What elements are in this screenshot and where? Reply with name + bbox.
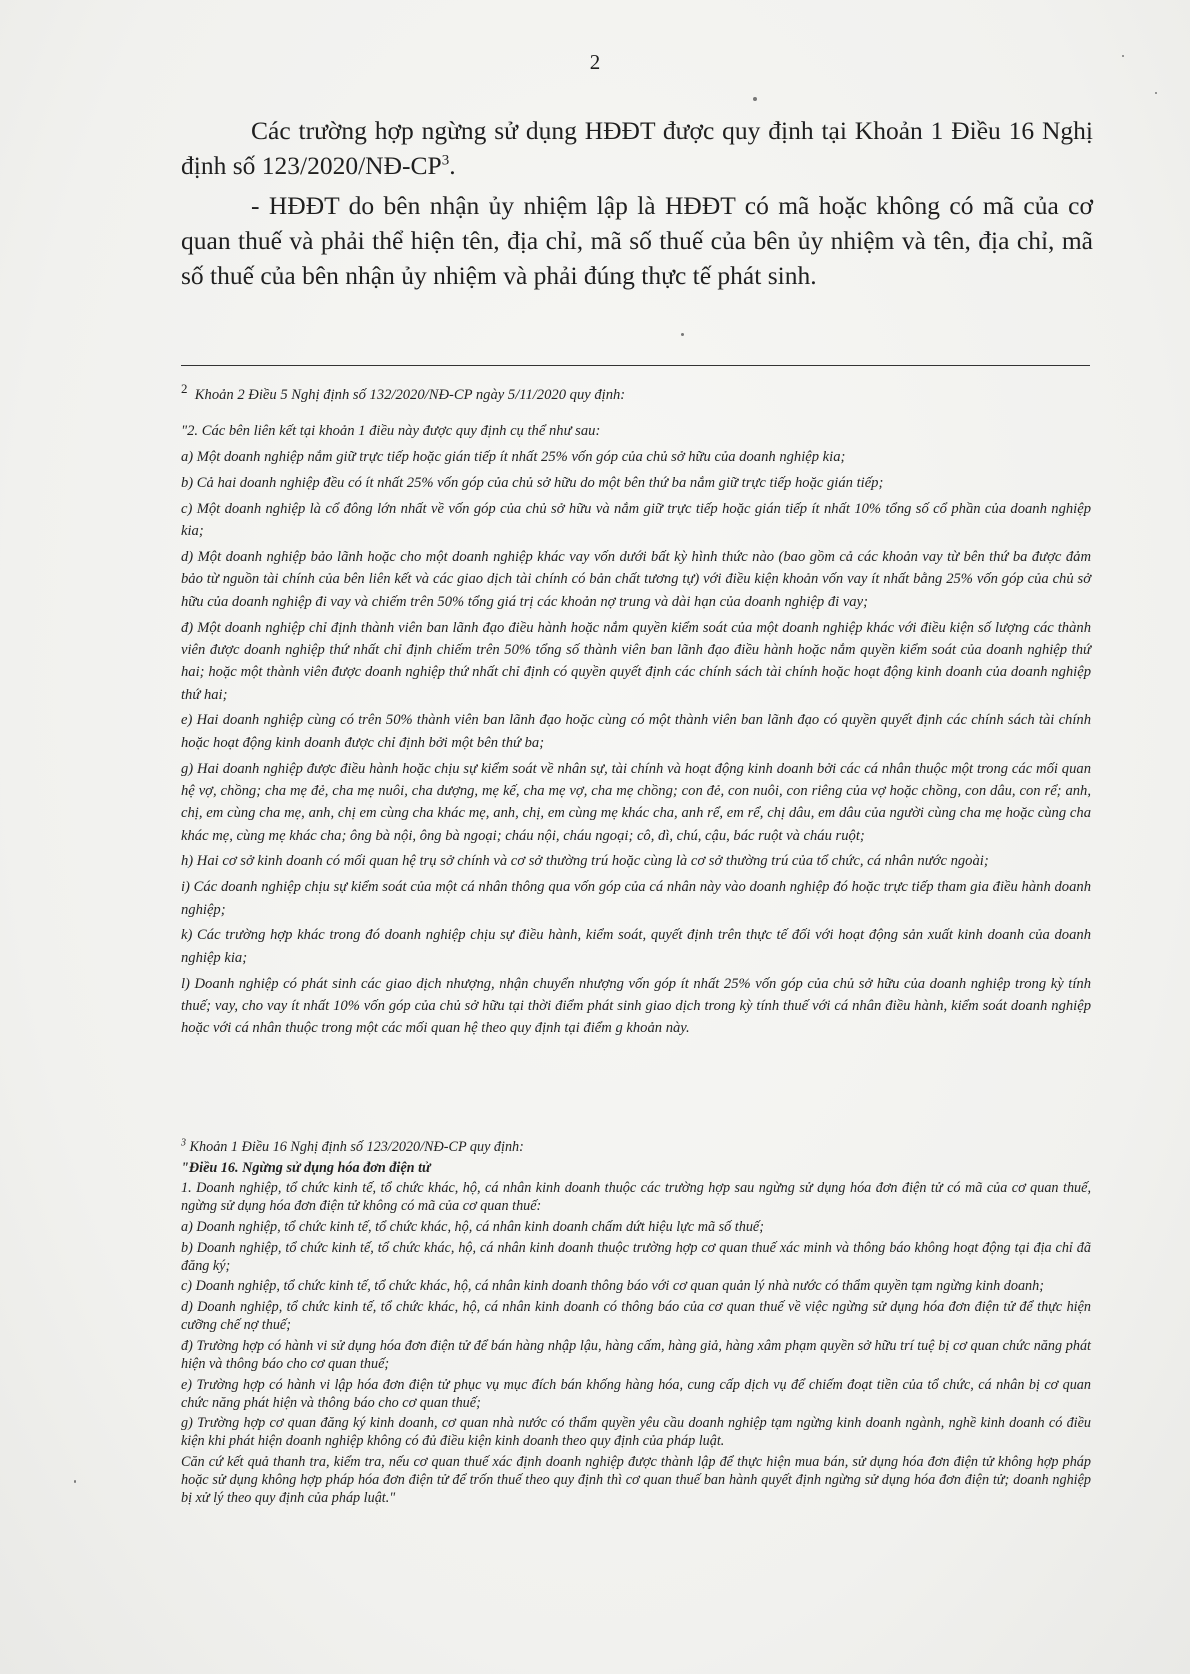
footnote-3-line: a) Doanh nghiệp, tổ chức kinh tế, tổ chức khác, hộ, cá nhân kinh doanh chấm dứt hiệu lực mã số thuế;	[181, 1219, 764, 1236]
footnote-3	[181, 1138, 1091, 1510]
footnote-2-line: k) Các trường hợp khác trong đó doanh nghiệp chịu sự điều hành, kiểm soát, quyết định trên thực tế đối với hoạt động sản xuất kinh doanh của doanh nghiệp kia;	[181, 927, 1091, 966]
footnote-3-line: c) Doanh nghiệp, tổ chức kinh tế, tổ chức khác, hộ, cá nhân kinh doanh thông báo với cơ quan quản lý nhà nước có thẩm quyền tạm ngừng kinh doanh;	[181, 1278, 1044, 1295]
scan-speck	[753, 97, 757, 101]
footnote-3-line: 1. Doanh nghiệp, tổ chức kinh tế, tổ chức khác, hộ, cá nhân kinh doanh thuộc các trường hợp sau ngừng sử dụng hóa đơn điện tử có mã của cơ quan thuế, ngừng sử dụng hóa đơn điện tử không có mã của cơ quan thuế:	[181, 1180, 1091, 1215]
footnote-3-line: e) Trường hợp có hành vi lập hóa đơn điện tử phục vụ mục đích bán khống hàng hóa, cung cấp dịch vụ để chiếm đoạt tiền của tổ chức, cá nhân bị cơ quan chức năng phát hiện và thông báo cho cơ quan thuế;	[181, 1376, 1091, 1411]
footnote-3-article-title: "Điều 16. Ngừng sử dụng hóa đơn điện tử	[181, 1159, 431, 1176]
footnote-3-line: Căn cứ kết quả thanh tra, kiểm tra, nếu cơ quan thuế xác định doanh nghiệp được thành lập để thực hiện mua bán, sử dụng hóa đơn điện tử không hợp pháp hoặc sử dụng không hợp pháp hóa đơn điện tử để trốn thuế theo quy định thì cơ quan thuế ban hành quyết định ngừng sử dụng hóa đơn điện tử; doanh nghiệp bị xử lý theo quy định của pháp luật."	[181, 1453, 1091, 1506]
paragraph-1-end: .	[449, 151, 456, 180]
footnote-2-line: b) Cả hai doanh nghiệp đều có ít nhất 25% vốn góp của chủ sở hữu do một bên thứ ba nắm giữ trực tiếp hoặc gián tiếp;	[181, 475, 884, 492]
footnote-2-heading-text: Khoản 2 Điều 5 Nghị định số 132/2020/NĐ-CP ngày 5/11/2020 quy định:	[194, 387, 626, 403]
footnote-2-line: đ) Một doanh nghiệp chỉ định thành viên ban lãnh đạo điều hành hoặc nắm quyền kiểm soát của một doanh nghiệp khác với điều kiện số lượng các thành viên được doanh nghiệp thứ nhất chỉ định chiếm trên 50% tổng số thành viên ban lãnh đạo điều hành hoặc nắm quyền kiểm soát của doanh nghiệp thứ hai; hoặc một thành viên được doanh nghiệp thứ nhất chỉ định có quyền quyết định các chính sách tài chính hoặc hoạt động kinh doanh của doanh nghiệp thứ hai;	[181, 619, 1091, 703]
main-paragraph-1	[181, 113, 1093, 183]
footnote-3-line: g) Trường hợp cơ quan đăng ký kinh doanh, cơ quan nhà nước có thẩm quyền yêu cầu doanh nghiệp tạm ngừng kinh doanh ngành, nghề kinh doanh có điều kiện khi phát hiện doanh nghiệp không có đủ điều kiện kinh doanh theo quy định của pháp luật.	[181, 1415, 1091, 1450]
footnote-2-line: d) Một doanh nghiệp bảo lãnh hoặc cho một doanh nghiệp khác vay vốn dưới bất kỳ hình thức nào (bao gồm cả các khoản vay từ bên thứ ba được đảm bảo từ nguồn tài chính của bên liên kết và các giao dịch tài chính có bản chất tương tự) với điều kiện khoản vốn vay ít nhất bằng 25% vốn góp của chủ sở hữu của doanh nghiệp đi vay và chiếm trên 50% tổng giá trị các khoản nợ trung và dài hạn của doanh nghiệp đi vay;	[181, 549, 1091, 610]
footnote-2-line: e) Hai doanh nghiệp cùng có trên 50% thành viên ban lãnh đạo hoặc cùng có một thành viên ban lãnh đạo có quyền quyết định các chính sách tài chính hoặc hoạt động kinh doanh được chỉ định bởi một bên thứ ba;	[181, 712, 1091, 751]
scan-speck	[1155, 92, 1157, 94]
footnote-2-line: g) Hai doanh nghiệp được điều hành hoặc chịu sự kiểm soát về nhân sự, tài chính và hoạt động kinh doanh bởi các cá nhân thuộc một trong các mối quan hệ vợ, chồng; cha mẹ đẻ, cha mẹ nuôi, cha dượng, mẹ kế, cha mẹ vợ, cha mẹ chồng; con đẻ, con nuôi, con riêng của vợ hoặc chồng, con dâu, con rể; anh, chị, em cùng cha mẹ, anh, chị em cùng cha khác mẹ, anh, chị, em cùng mẹ khác cha, anh rể, em rể, chị dâu, em dâu của người cùng cha mẹ hoặc cùng cha khác mẹ, cùng mẹ khác cha; ông bà nội, ông bà ngoại; cháu nội, cháu ngoại; cô, dì, chú, cậu, bác ruột và cháu ruột;	[181, 760, 1091, 844]
footnote-3-line: d) Doanh nghiệp, tổ chức kinh tế, tổ chức khác, hộ, cá nhân kinh doanh có thông báo của cơ quan thuế về việc ngừng sử dụng hóa đơn điện tử để thực hiện cưỡng chế nợ thuế;	[181, 1299, 1091, 1334]
footnote-3-heading	[181, 1138, 1091, 1156]
scan-speck	[681, 333, 684, 336]
footnote-2-line: c) Một doanh nghiệp là cổ đông lớn nhất về vốn góp của chủ sở hữu và nắm giữ trực tiếp hoặc gián tiếp ít nhất 10% tổng số cổ phần của doanh nghiệp kia;	[181, 500, 1091, 540]
scan-speck	[74, 1480, 76, 1483]
footnote-2-line: l) Doanh nghiệp có phát sinh các giao dịch nhượng, nhận chuyển nhượng vốn góp ít nhất 25% vốn góp của chủ sở hữu của doanh nghiệp trong kỳ tính thuế; vay, cho vay ít nhất 10% vốn góp của chủ sở hữu tại thời điểm phát sinh giao dịch trong kỳ tính thuế với cá nhân điều hành, kiểm soát doanh nghiệp hoặc với cá nhân thuộc trong một các mối quan hệ theo quy định tại điểm g khoản này.	[181, 975, 1091, 1037]
footnote-2-line: i) Các doanh nghiệp chịu sự kiểm soát của một cá nhân thông qua vốn góp của cá nhân này vào doanh nghiệp đó hoặc trực tiếp tham gia điều hành doanh nghiệp;	[181, 879, 1091, 918]
footnote-3-marker: 3	[181, 1137, 186, 1149]
scan-speck	[1122, 55, 1124, 57]
main-paragraph-2: - HĐĐT do bên nhận ủy nhiệm lập là HĐĐT có mã hoặc không có mã của cơ quan thuế và phải thể hiện tên, địa chỉ, mã số thuế của bên ủy nhiệm và tên, địa chỉ, mã số thuế của bên nhận ủy nhiệm và phải đúng thực tế phát sinh.	[181, 191, 1093, 290]
page-number: 2	[589, 50, 601, 74]
footnote-2-line: a) Một doanh nghiệp nắm giữ trực tiếp hoặc gián tiếp ít nhất 25% vốn góp của chủ sở hữu của doanh nghiệp kia;	[181, 449, 846, 466]
footnote-3-heading-text: Khoản 1 Điều 16 Nghị định số 123/2020/NĐ-CP quy định:	[189, 1139, 524, 1155]
paragraph-1-text: Các trường hợp ngừng sử dụng HĐĐT được quy định tại Khoản 1 Điều 16 Nghị định số 123/2020/NĐ-CP	[181, 116, 1093, 180]
footnote-3-line: b) Doanh nghiệp, tổ chức kinh tế, tổ chức khác, hộ, cá nhân kinh doanh thuộc trường hợp cơ quan thuế xác minh và thông báo không hoạt động tại địa chỉ đã đăng ký;	[181, 1239, 1091, 1274]
footnote-separator	[181, 365, 1090, 366]
footnote-2-marker: 2	[181, 381, 188, 397]
footnote-3-line: đ) Trường hợp có hành vi sử dụng hóa đơn điện tử để bán hàng nhập lậu, hàng cấm, hàng giả, hàng xâm phạm quyền sở hữu trí tuệ bị cơ quan chức năng phát hiện và thông báo cho cơ quan thuế;	[181, 1337, 1091, 1372]
footnote-ref-3: 3	[441, 152, 450, 169]
footnote-2	[181, 381, 1091, 1043]
footnote-2-line: "2. Các bên liên kết tại khoản 1 điều này được quy định cụ thể như sau:	[181, 423, 601, 440]
footnote-2-heading	[181, 381, 1091, 406]
footnote-2-line: h) Hai cơ sở kinh doanh có mối quan hệ trụ sở chính và cơ sở thường trú hoặc cùng là cơ sở thường trú của tổ chức, cá nhân nước ngoài;	[181, 853, 989, 870]
